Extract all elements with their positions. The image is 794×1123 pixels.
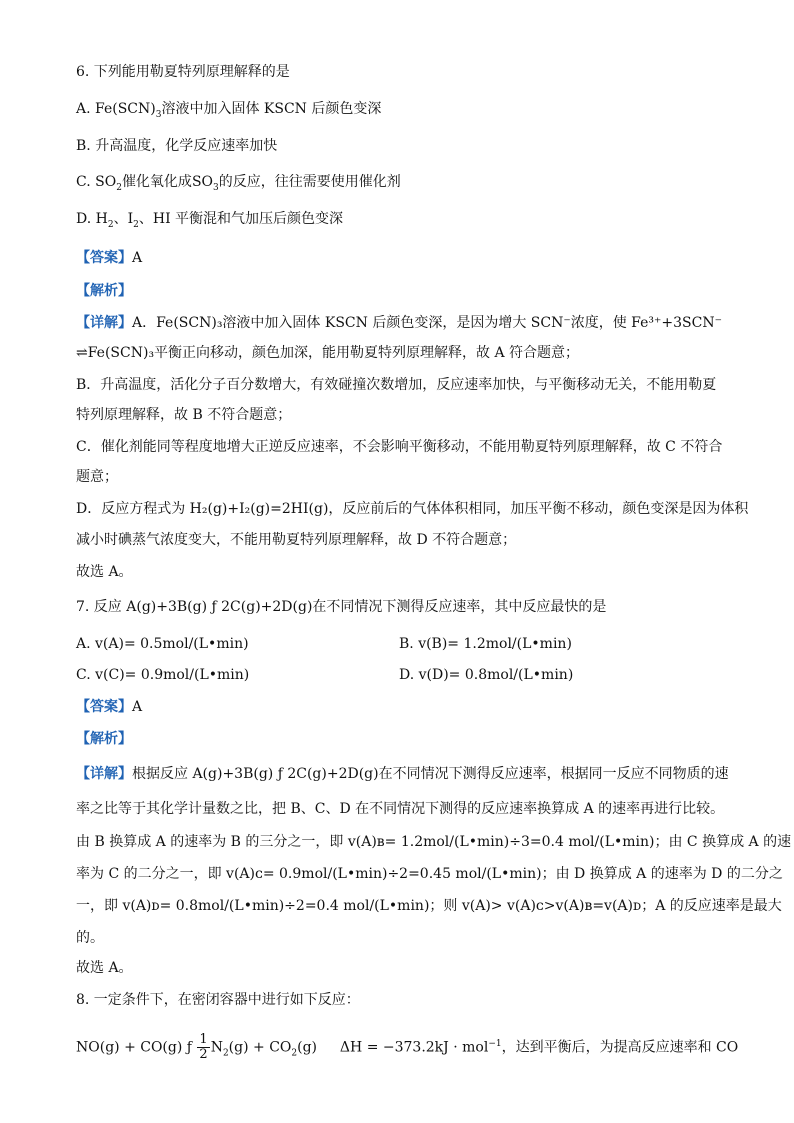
q8-equation: NO(g) + CO(g) ƒ $\frac{1}{2}$ $N_2(g) + CO_2(g) \Delta H = -373.2kJ \cdot mol^{-1}$，达到平衡后，为提高反应速率和 CO (76, 1032, 739, 1062)
q7-detail-line-3: 由 B 换算成 A 的速率为 B 的三分之一，即 v(A)ʙ= 1.2mol/(L•min)÷3=0.4 mol/(L•min)；由 C 换算成 A 的速 (76, 834, 792, 850)
q6-answer: 【答案】A (76, 250, 143, 266)
equilibrium-arrow-glyph: ƒ (211, 599, 217, 615)
q8-stem: 8. 一定条件下，在密闭容器中进行如下反应： (76, 992, 360, 1008)
q7-option-b: B. v(B)= 1.2mol/(L•min) (399, 636, 572, 652)
q7-stem: 7. 反应 A(g)+3B(g) ƒ 2C(g)+2D(g)在不同情况下测得反应速率，其中反应最快的是 (76, 599, 607, 615)
q7-detail-line-5: 一，即 v(A)ᴅ= 0.8mol/(L•min)÷2=0.4 mol/(L•min)；则 v(A)> v(A)ᴄ>v(A)ʙ=v(A)ᴅ；A 的反应速率是最大 (76, 898, 782, 914)
q6-conclusion: 故选 A。 (76, 564, 133, 580)
q6-detail-line-8: 减小时碘蒸气浓度变大，不能用勒夏特列原理解释，故 D 不符合题意； (76, 532, 517, 548)
q6-detail-line-7: D．反应方程式为 H₂(g)+I₂(g)=2HI(g)，反应前后的气体体积相同，加压平衡不移动，颜色变深是因为体积 (76, 501, 749, 517)
q7-option-d: D. v(D)= 0.8mol/(L•min) (399, 667, 574, 683)
q7-answer: 【答案】A (76, 699, 143, 715)
q8-eq-fraction: $\frac{1}{2}$ (199, 1032, 208, 1062)
q6-analysis-heading: 【解析】 (76, 283, 132, 299)
q7-detail-line-6: 的。 (76, 930, 104, 946)
detail-tag: 【详解】 (76, 315, 132, 331)
answer-tag: 【答案】 (76, 250, 132, 266)
q6-detail-line-5: C．催化剂能同等程度地增大正逆反应速率，不会影响平衡移动，不能用勒夏特列原理解释，故 C 不符合 (76, 439, 723, 455)
q8-eq-left: NO(g) + CO(g) ƒ (76, 1039, 197, 1056)
q8-stem-tail: ，达到平衡后，为提高反应速率和 CO (501, 1039, 739, 1056)
q6-option-c: C. $SO_2$催化氧化成$SO_3$的反应，往往需要使用催化剂 (76, 174, 401, 193)
q7-option-a: A. v(A)= 0.5mol/(L•min) (76, 636, 249, 652)
q6-detail-line-2: ⇌Fe(SCN)₃平衡正向移动，颜色加深，能用勒夏特列原理解释，故 A 符合题意； (76, 345, 580, 361)
q7-options-row-2 (76, 665, 249, 685)
q6-detail-line-3: B．升高温度，活化分子百分数增大，有效碰撞次数增加，反应速率加快，与平衡移动无关，不能用勒夏 (76, 377, 717, 393)
q7-options-row-1 (76, 634, 249, 654)
q7-detail-line-2: 率之比等于其化学计量数之比，把 B、C、D 在不同情况下测得的反应速率换算成 A 的速率再进行比较。 (76, 801, 725, 817)
q6-option-b: B. 升高温度，化学反应速率加快 (76, 138, 278, 154)
q6-detail-line-4: 特列原理解释，故 B 不符合题意； (76, 407, 292, 423)
q7-detail-line-1: 【详解】根据反应 A(g)+3B(g) ƒ 2C(g)+2D(g)在不同情况下测得反应速率，根据同一反应不同物质的速 (76, 766, 729, 782)
q8-enthalpy: ΔH = −373.2kJ · mol (339, 1039, 489, 1056)
q6-option-d: D. $H_2$、$I_2$、HI 平衡混和气加压后颜色变深 (76, 211, 344, 230)
q7-option-c: C. v(C)= 0.9mol/(L•min) (76, 667, 250, 683)
q6-detail-line-6: 题意； (76, 469, 118, 485)
q7-conclusion: 故选 A。 (76, 960, 133, 976)
q6-a-formula: Fe(SCN) (95, 101, 156, 117)
q7-analysis-heading: 【解析】 (76, 731, 132, 747)
q6-option-a: A. $Fe(SCN)_3$溶液中加入固体 KSCN 后颜色变深 (76, 101, 382, 120)
q6-stem: 6. 下列能用勒夏特列原理解释的是 (76, 64, 290, 80)
q7-detail-line-4: 率为 C 的二分之一，即 v(A)ᴄ= 0.9mol/(L•min)÷2=0.45 mol/(L•min)；由 D 换算成 A 的速率为 D 的二分之 (76, 866, 783, 882)
q6-detail-line-1: 【详解】A．Fe(SCN)₃溶液中加入固体 KSCN 后颜色变深，是因为增大 SCN⁻浓度，使 Fe³⁺+3SCN⁻ (76, 315, 723, 331)
